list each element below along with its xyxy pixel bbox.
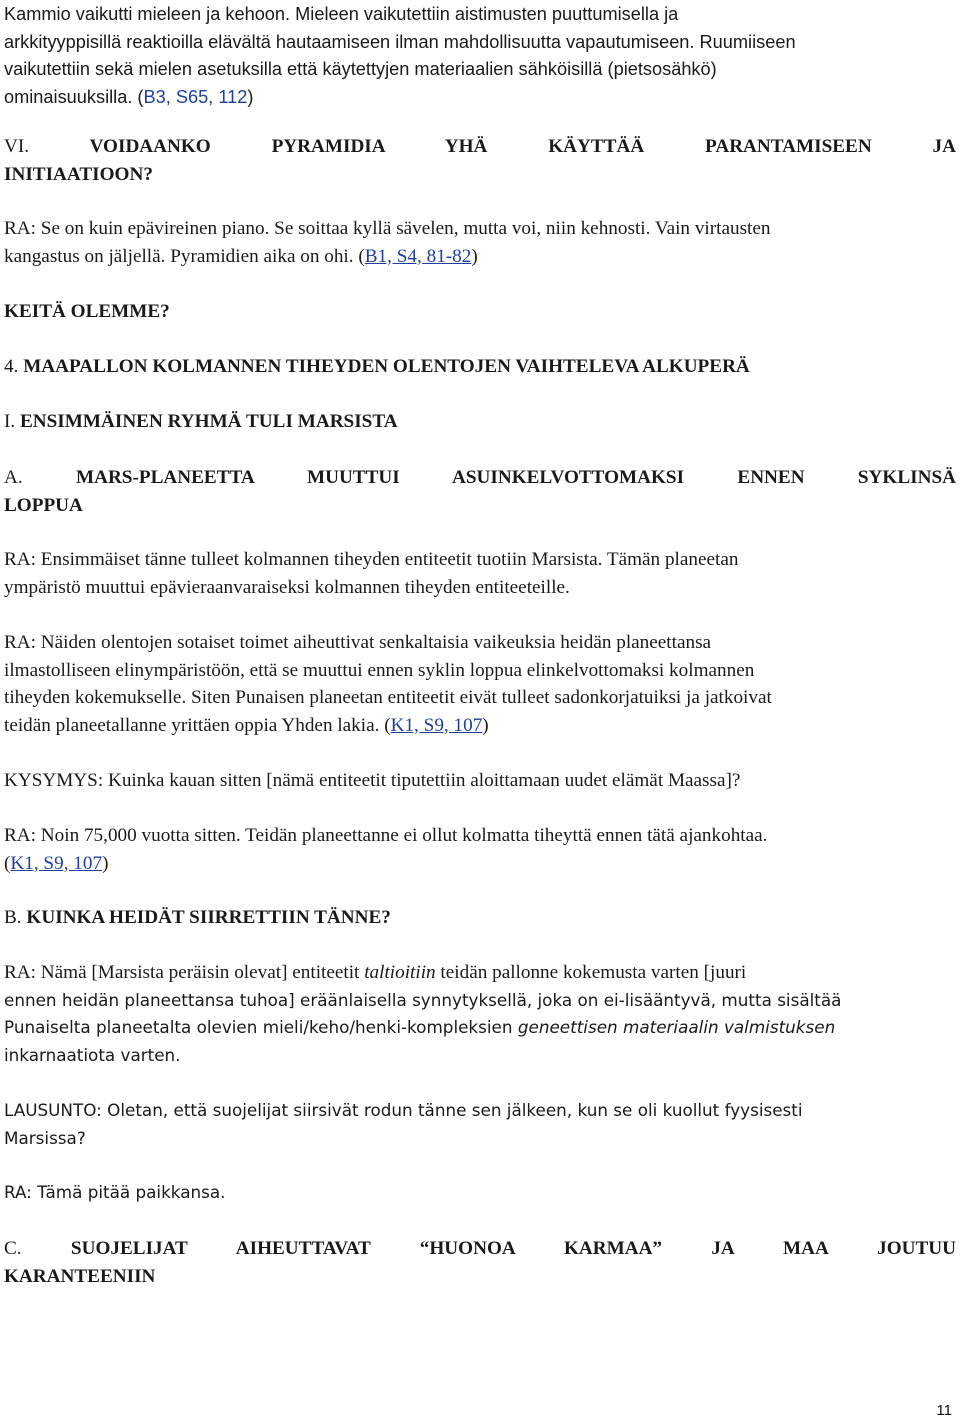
ra-nama-line-1-a: RA: Nämä [Marsista peräisin olevat] entiteetit bbox=[4, 962, 360, 983]
intro-line-4 bbox=[4, 84, 956, 112]
ra-nama-line-4: inkarnaatiota varten. bbox=[4, 1044, 181, 1065]
ra-nama-line-1 bbox=[4, 959, 956, 987]
ra-piano-line-2-end: ) bbox=[471, 245, 478, 267]
lausunto-paragraph bbox=[4, 1097, 956, 1152]
ra-naiden-line-1: RA: Näiden olentojen sotaiset toimet aiheuttivat senkaltaisia vaikeuksia heidän planeettansa bbox=[4, 632, 712, 653]
ra-ensimmaiset-paragraph bbox=[4, 546, 956, 601]
ra-naiden-paragraph bbox=[4, 629, 956, 739]
section-vi-prefix: VI. bbox=[4, 136, 30, 157]
ra-noin-line-1: RA: Noin 75,000 vuotta sitten. Teidän planeettanne ei ollut kolmatta tiheyttä ennen tätä ajankohtaa. bbox=[4, 825, 768, 846]
heading-a-line-1 bbox=[4, 464, 956, 492]
section-vi-heading bbox=[4, 133, 956, 188]
heading-4 bbox=[4, 353, 956, 381]
heading-c-line-2: KARANTEENIIN bbox=[4, 1265, 156, 1287]
ra-naiden-line-2: ilmastolliseen elinympäristöön, että se muuttui ennen syklin loppua elinkelvottomaksi kolmannen bbox=[4, 659, 755, 681]
ra-naiden-line-3: tiheyden kokemukselle. Siten Punaisen planeetan entiteetit eivät tulleet sadonkorjatuiksi ja jatkoivat bbox=[4, 687, 772, 708]
intro-line-1: Kammio vaikutti mieleen ja kehoon. Mieleen vaikutettiin aistimusten puuttumisella ja bbox=[4, 4, 679, 24]
reference-link-k1[interactable]: K1, S9, 107 bbox=[390, 714, 483, 736]
intro-line-2: arkkityyppisillä reaktioilla elävältä hautaamiseen ilman mahdollisuutta vapautumiseen. Ruumiiseen bbox=[4, 31, 796, 52]
intro-line-4-text: ominaisuuksilla. ( bbox=[4, 86, 144, 107]
heading-a-line-2: LOPPUA bbox=[4, 494, 83, 516]
section-vi-title: VOIDAANKO PYRAMIDIA YHÄ KÄYTTÄÄ PARANTAMISEEN JA bbox=[89, 136, 957, 157]
heading-b bbox=[4, 904, 956, 932]
reference-link-k1-2[interactable]: K1, S9, 107 bbox=[10, 852, 103, 874]
heading-4-title: MAAPALLON KOLMANNEN TIHEYDEN OLENTOJEN VAIHTELEVA ALKUPERÄ bbox=[23, 356, 750, 377]
ra-nama-line-3 bbox=[4, 1014, 956, 1042]
intro-line-3: vaikutettiin sekä mielen asetuksilla että käytettyjen materiaalien sähköisillä (pietsosähkö) bbox=[4, 59, 717, 79]
reference-link-b1[interactable]: B1, S4, 81-82 bbox=[364, 245, 472, 267]
heading-a-title: MARS-PLANEETTA MUUTTUI ASUINKELVOTTOMAKSI ENNEN SYKLINSÄ bbox=[75, 467, 956, 488]
ra-nama-line-3-a: Punaiselta planeetalta olevien mieli/keho/henki-kompleksien bbox=[4, 1017, 513, 1037]
ra-nama-line-1-italic: taltioitiin bbox=[364, 962, 436, 983]
intro-paragraph bbox=[4, 1, 956, 111]
ra-naiden-line-4-end: ) bbox=[482, 714, 489, 736]
ra-nama-line-1-b: teidän pallonne kokemusta varten [juuri bbox=[440, 962, 747, 983]
heading-c-prefix: C. bbox=[4, 1238, 22, 1259]
heading-a-prefix: A. bbox=[4, 467, 23, 488]
ra-piano-line-2 bbox=[4, 243, 956, 271]
heading-a bbox=[4, 464, 956, 519]
ra-tama-paragraph: RA: Tämä pitää paikkansa. bbox=[4, 1182, 226, 1202]
heading-b-prefix: B. bbox=[4, 907, 22, 928]
section-vi-heading-line-1 bbox=[4, 133, 956, 161]
ra-nama-paragraph bbox=[4, 959, 956, 1069]
heading-i-title: ENSIMMÄINEN RYHMÄ TULI MARSISTA bbox=[19, 411, 398, 432]
lausunto-line-2: Marsissa? bbox=[4, 1127, 86, 1148]
heading-c-title: SUOJELIJAT AIHEUTTAVAT “HUONOA KARMAA” JA MAA JOUTUU bbox=[70, 1238, 956, 1259]
ra-piano-line-1: RA: Se on kuin epävireinen piano. Se soittaa kyllä sävelen, mutta voi, niin kehnosti. Vain virtausten bbox=[4, 218, 771, 239]
ra-piano-line-2-text: kangastus on jäljellä. Pyramidien aika on ohi. ( bbox=[4, 245, 365, 267]
heading-c-line-1 bbox=[4, 1235, 956, 1263]
heading-c bbox=[4, 1235, 956, 1290]
kysymys-paragraph: KYSYMYS: Kuinka kauan sitten [nämä entiteetit tiputettiin aloittamaan uudet elämät Maassa]? bbox=[4, 770, 741, 791]
ra-naiden-line-4 bbox=[4, 712, 956, 740]
ra-noin-line-2-end: ) bbox=[102, 852, 109, 874]
heading-i bbox=[4, 408, 956, 436]
reference-link-b3[interactable]: B3, S65, 112 bbox=[143, 86, 248, 107]
ra-noin-paragraph bbox=[4, 822, 956, 877]
ra-noin-line-2 bbox=[4, 850, 956, 878]
heading-keita-olemme: KEITÄ OLEMME? bbox=[4, 301, 170, 322]
lausunto-line-1: LAUSUNTO: Oletan, että suojelijat siirsivät rodun tänne sen jälkeen, kun se oli kuollut fyysisesti bbox=[4, 1100, 803, 1120]
heading-b-title: KUINKA HEIDÄT SIIRRETTIIN TÄNNE? bbox=[26, 907, 391, 928]
section-vi-heading-line-2: INITIAATIOON? bbox=[4, 163, 153, 185]
ra-nama-line-3-italic: geneettisen materiaalin valmistuksen bbox=[517, 1017, 836, 1037]
ra-noin-line-2-start: ( bbox=[4, 852, 11, 874]
page-number: 11 bbox=[936, 1402, 952, 1419]
heading-4-prefix: 4. bbox=[4, 356, 19, 377]
ra-ensimmaiset-line-2: ympäristö muuttui epävieraanvaraiseksi kolmannen tiheyden entiteeteille. bbox=[4, 576, 570, 598]
heading-i-prefix: I. bbox=[4, 411, 16, 432]
ra-piano-paragraph bbox=[4, 215, 956, 270]
intro-line-4-end: ) bbox=[247, 86, 254, 107]
ra-nama-line-2: ennen heidän planeettansa tuhoa] eräänlaisella synnytyksellä, joka on ei-lisääntyvä, mutta sisältää bbox=[4, 989, 842, 1010]
ra-ensimmaiset-line-1: RA: Ensimmäiset tänne tulleet kolmannen tiheyden entiteetit tuotiin Marsista. Tämän planeetan bbox=[4, 549, 739, 570]
ra-naiden-line-4-text: teidän planeetallanne yrittäen oppia Yhden lakia. ( bbox=[4, 714, 391, 736]
